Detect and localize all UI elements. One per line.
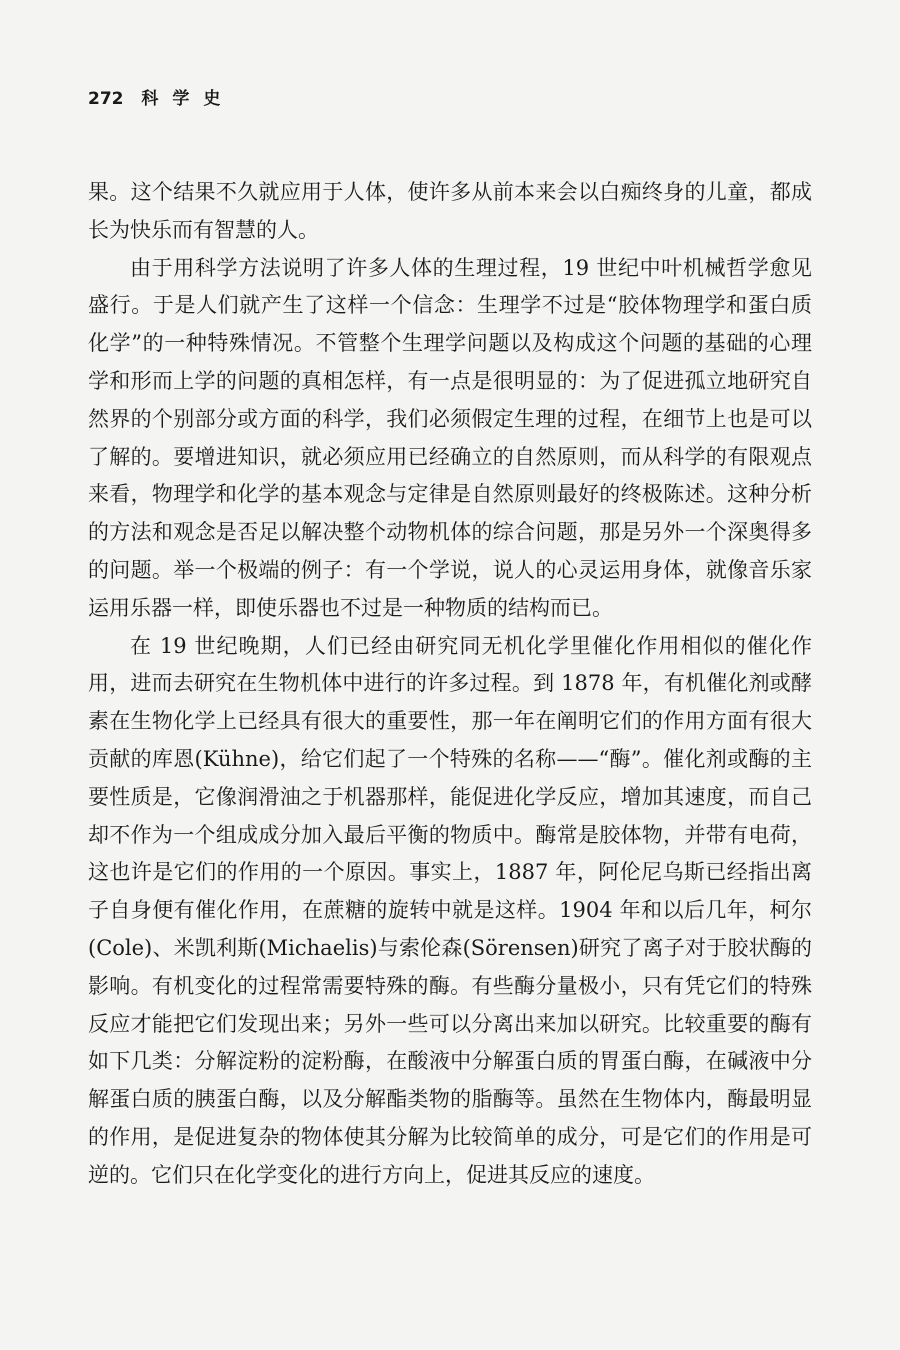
paragraph-continued: 果。这个结果不久就应用于人体，使许多从前本来会以白痴终身的儿童，都成长为快乐而有智慧的人。 xyxy=(88,180,812,242)
body-text xyxy=(88,174,812,1195)
running-header xyxy=(88,84,234,109)
book-title: 科学史 xyxy=(141,89,235,109)
page-number: 272 xyxy=(88,89,124,109)
paragraph: 由于用科学方法说明了许多人体的生理过程，19 世纪中叶机械哲学愈见盛行。于是人们就产生了这样一个信念：生理学不过是“胶体物理学和蛋白质化学”的一种特殊情况。不管整个生理学问题以及构成这个问题的基础的心理学和形而上学的问题的真相怎样，有一点是很明显的：为了促进孤立地研究自然界的个别部分或方面的科学，我们必须假定生理的过程，在细节上也是可以了解的。要增进知识，就必须应用已经确立的自然原则，而从科学的有限观点来看，物理学和化学的基本观念与定律是自然原则最好的终极陈述。这种分析的方法和观念是否足以解决整个动物机体的综合问题，那是另外一个深奥得多的问题。举一个极端的例子：有一个学说，说人的心灵运用身体，就像音乐家运用乐器一样，即使乐器也不过是一种物质的结构而已。 xyxy=(88,255,812,620)
paragraph: 在 19 世纪晚期，人们已经由研究同无机化学里催化作用相似的催化作用，进而去研究在生物机体中进行的许多过程。到 1878 年，有机催化剂或酵素在生物化学上已经具有很大的重要性，那一年在阐明它们的作用方面有很大贡献的库恩(Kühne)，给它们起了一个特殊的名称——“酶”。催化剂或酶的主要性质是，它像润滑油之于机器那样，能促进化学反应，增加其速度，而自己却不作为一个组成成分加入最后平衡的物质中。酶常是胶体物，并带有电荷，这也许是它们的作用的一个原因。事实上，1887 年，阿伦尼乌斯已经指出离子自身便有催化作用，在蔗糖的旋转中就是这样。1904 年和以后几年，柯尔(Cole)、米凯利斯(Michaelis)与索伦森(Sörensen)研究了离子对于胶状酶的影响。有机变化的过程常需要特殊的酶。有些酶分量极小，只有凭它们的特殊反应才能把它们发现出来；另外一些可以分离出来加以研究。比较重要的酶有如下几类：分解淀粉的淀粉酶，在酸液中分解蛋白质的胃蛋白酶，在碱液中分解蛋白质的胰蛋白酶，以及分解酯类物的脂酶等。虽然在生物体内，酶最明显的作用，是促进复杂的物体使其分解为比较简单的成分，可是它们的作用是可逆的。它们只在化学变化的进行方向上，促进其反应的速度。 xyxy=(88,633,812,1187)
